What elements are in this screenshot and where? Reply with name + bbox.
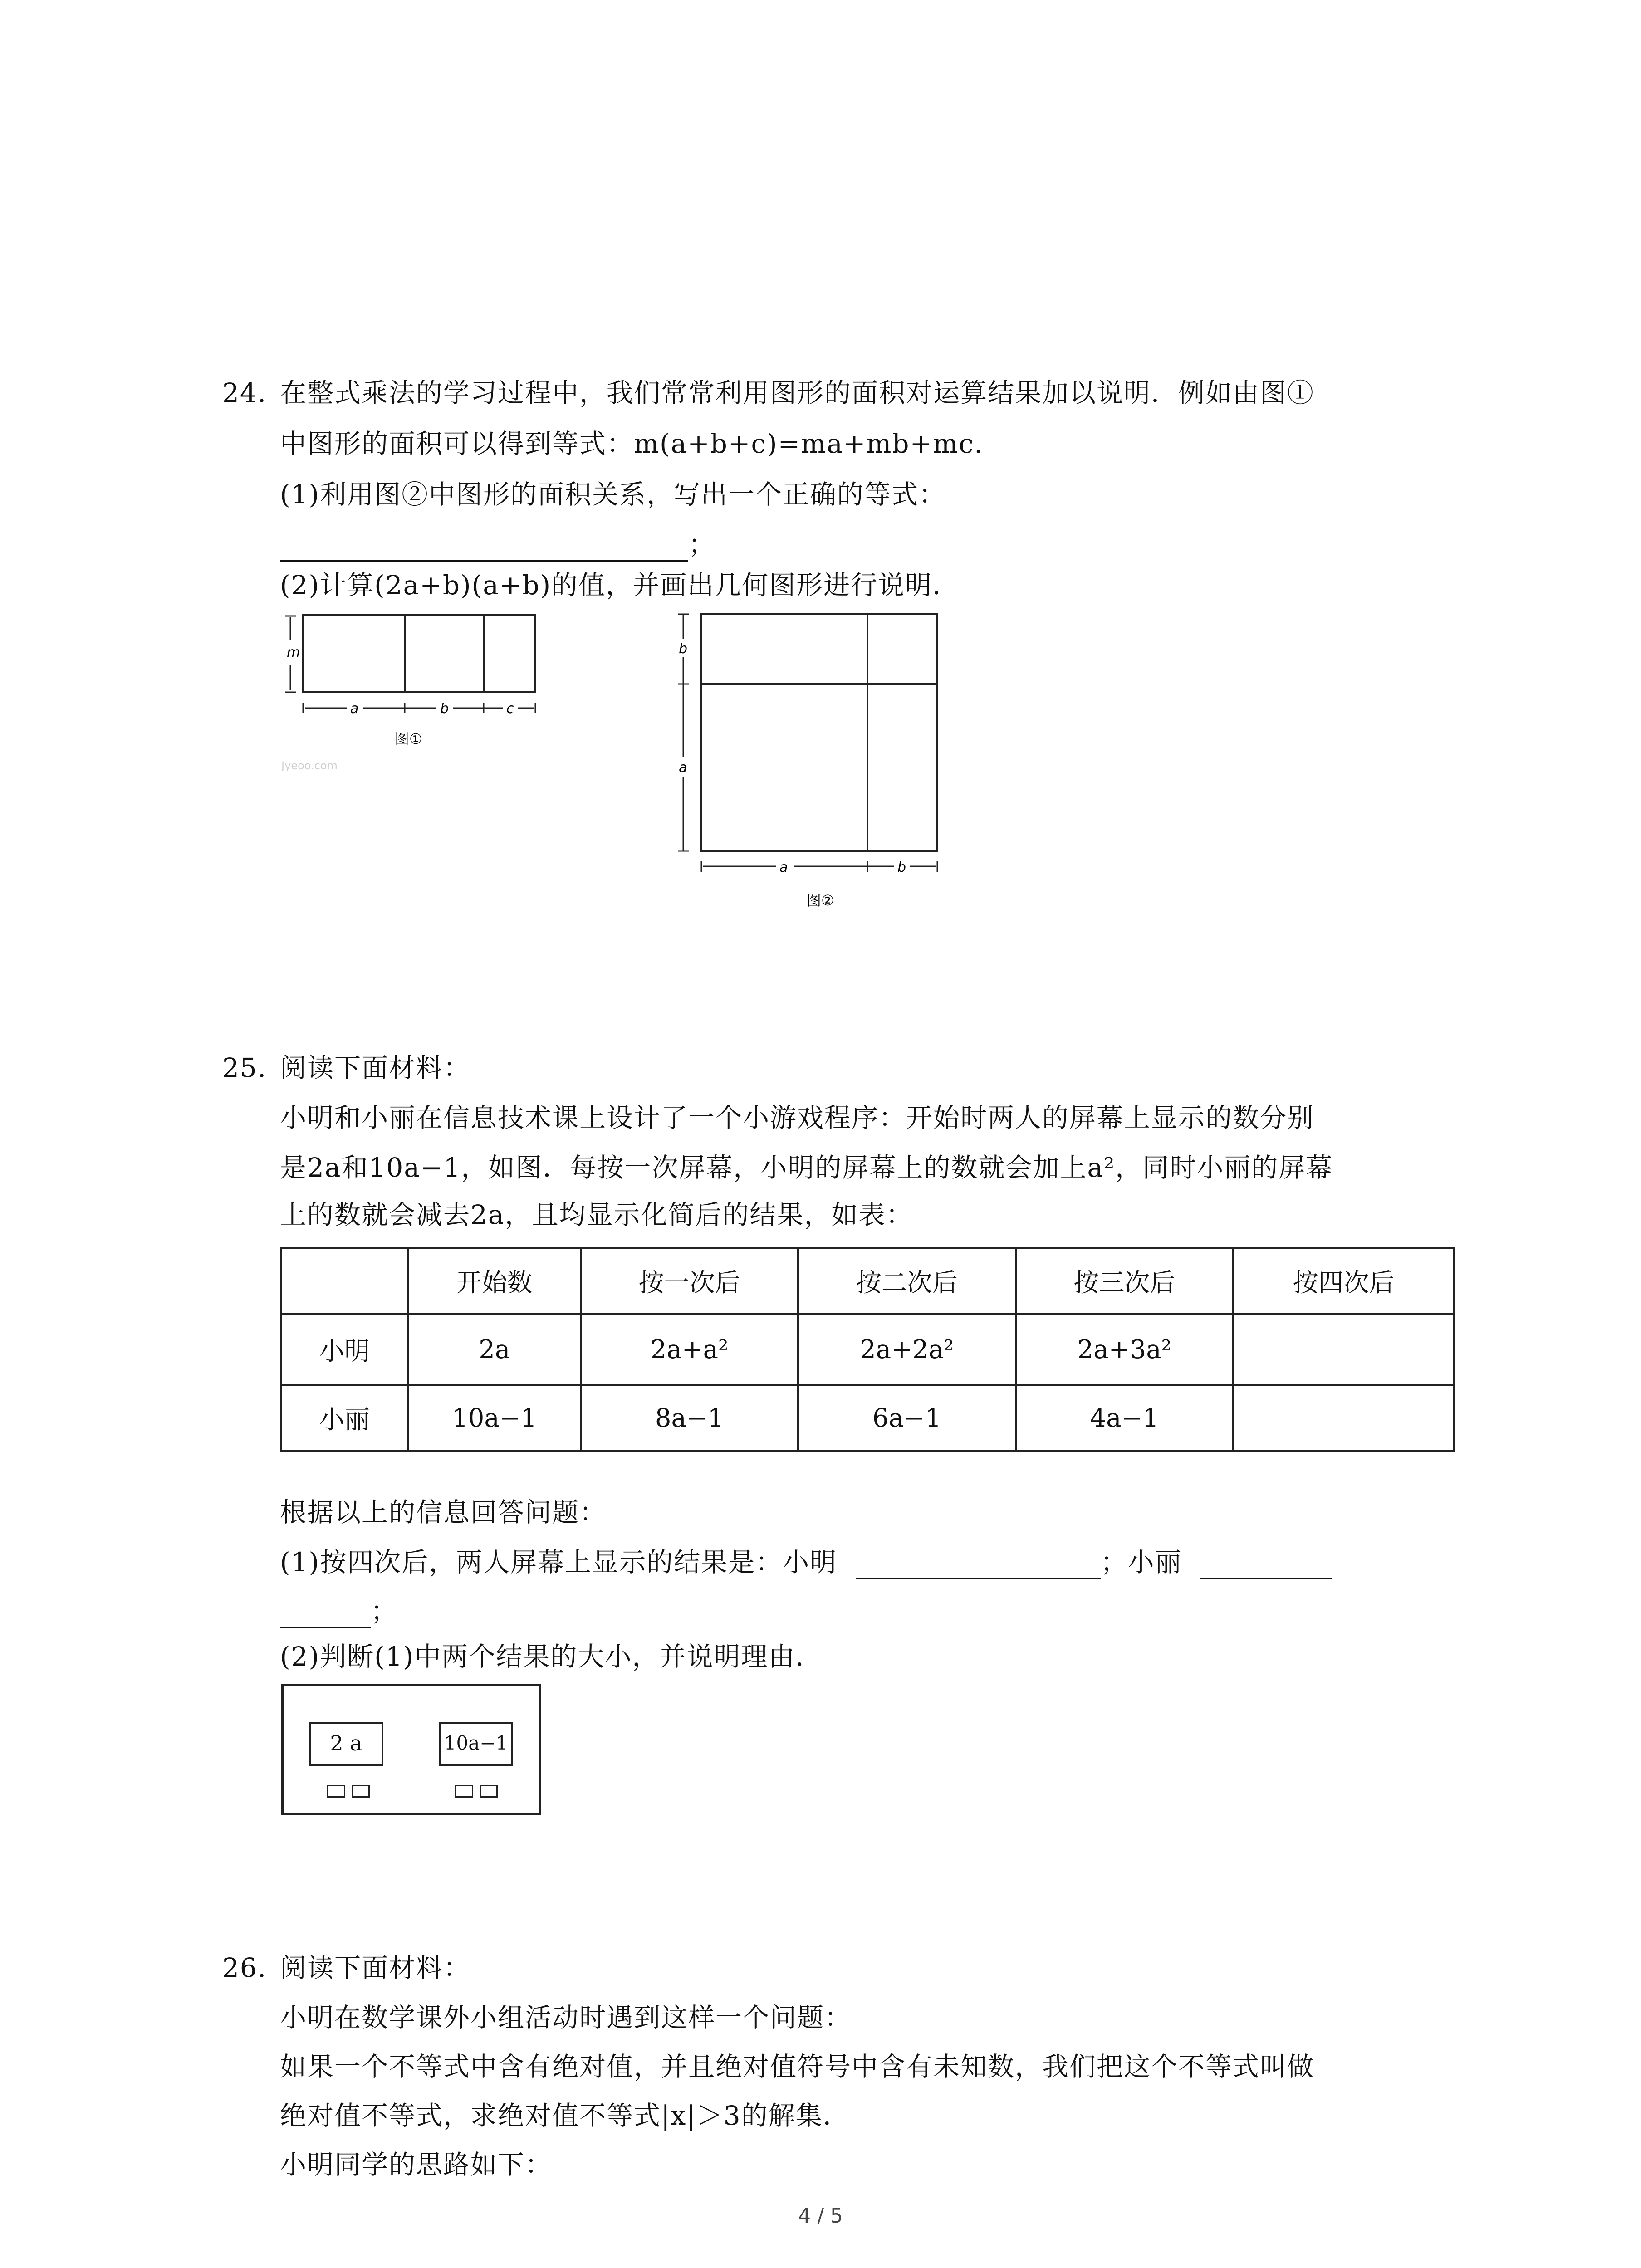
xiaoli-display: 10a−1 [439,1722,513,1766]
fig2-caption: 图② [807,892,834,909]
q25-number: 25. [222,1052,267,1083]
q25-text-line3: 上的数就会减去2a，且均显示化简后的结果，如表： [280,1199,913,1230]
table-cell: 2a [408,1314,581,1385]
watermark: Jyeoo.com [281,759,338,771]
table-cell: 8a−1 [581,1385,798,1451]
table-cell: 2a+2a² [798,1314,1016,1385]
score-table [280,1247,1455,1452]
table-cell: 小明 [281,1314,408,1385]
figure-2 [662,603,962,921]
screen-button[interactable] [480,1785,498,1798]
answer-blank-xiaoming[interactable] [856,1550,1101,1579]
q25-part1 [280,1545,1332,1579]
table-cell: 4a−1 [1016,1385,1234,1451]
q26-intro: 阅读下面材料： [280,1952,471,1983]
q24-number: 24. [222,377,267,408]
answer-blank-xiaoli[interactable] [1200,1550,1332,1579]
q26-text-line3: 绝对值不等式，求绝对值不等式|x|＞3的解集． [280,2100,850,2131]
screen-button[interactable] [327,1785,345,1798]
q25-intro: 阅读下面材料： [280,1052,471,1083]
q24-part2: (2)计算(2a+b)(a+b)的值，并画出几何图形进行说明． [280,570,960,601]
table-header-cell [281,1248,408,1314]
fig2-square [701,614,937,851]
table-row [281,1314,1454,1385]
fig1-label-b: b [440,701,449,717]
q25-part1-continued [280,1594,398,1628]
q26-text-line4: 小明同学的思路如下： [280,2149,553,2180]
fig2-label-b-side: b [679,641,688,657]
fig1-label-a: a [350,701,359,717]
table-cell: 10a−1 [408,1385,581,1451]
q26-text-line2: 如果一个不等式中含有绝对值，并且绝对值符号中含有未知数，我们把这个不等式叫做 [280,2051,1315,2082]
table-cell[interactable] [1233,1385,1454,1451]
semicolon: ； [371,1596,398,1627]
q26-text-line1: 小明在数学课外小组活动时遇到这样一个问题： [280,2002,852,2033]
answer-blank-xiaoli-continued[interactable] [280,1599,371,1628]
table-cell: 6a−1 [798,1385,1016,1451]
fig1-caption: 图① [395,730,422,748]
fig1-label-m: m [287,645,300,660]
table-cell: 2a+3a² [1016,1314,1234,1385]
fig1-rectangle [303,615,535,692]
page-number: 4 / 5 [798,2204,843,2228]
table-header-row [281,1248,1454,1314]
q24-text-line2: 中图形的面积可以得到等式：m(a+b+c)=ma+mb+mc． [280,428,1002,459]
table-header-cell: 按一次后 [581,1248,798,1314]
fig2-label-b-bottom: b [897,860,906,875]
part1-text: ；小丽 [1100,1547,1182,1578]
figure-1 [272,608,554,771]
table-row [281,1385,1454,1451]
table-header-cell: 按四次后 [1233,1248,1454,1314]
fig2-label-a-side: a [679,760,687,776]
table-header-cell: 按三次后 [1016,1248,1234,1314]
screen-button[interactable] [455,1785,473,1798]
screen-button[interactable] [352,1785,370,1798]
q24-part1-answer-line [280,527,715,562]
part1-text: (1)按四次后，两人屏幕上显示的结果是：小明 [280,1547,838,1578]
q24-part1: (1)利用图②中图形的面积关系，写出一个正确的等式： [280,479,946,510]
q25-part2: (2)判断(1)中两个结果的大小，并说明理由． [280,1641,823,1672]
q25-answer-intro: 根据以上的信息回答问题： [280,1497,607,1528]
xiaoming-display: 2 a [309,1722,383,1766]
q24-text-line1: 在整式乘法的学习过程中，我们常常利用图形的面积对运算结果加以说明．例如由图① [280,377,1315,408]
fig2-label-a-bottom: a [779,860,788,875]
table-header-cell: 按二次后 [798,1248,1016,1314]
fig1-label-c: c [506,701,514,717]
table-cell: 2a+a² [581,1314,798,1385]
table-cell[interactable] [1233,1314,1454,1385]
q26-number: 26. [222,1952,267,1983]
q25-text-line1: 小明和小丽在信息技术课上设计了一个小游戏程序：开始时两人的屏幕上显示的数分别 [280,1102,1315,1133]
q25-text-line2: 是2a和10a−1，如图．每按一次屏幕，小明的屏幕上的数就会加上a²，同时小丽的屏幕 [280,1152,1333,1183]
table-cell: 小丽 [281,1385,408,1451]
game-screen [281,1684,541,1815]
semicolon: ； [688,529,716,560]
answer-blank[interactable] [280,533,688,562]
table-header-cell: 开始数 [408,1248,581,1314]
